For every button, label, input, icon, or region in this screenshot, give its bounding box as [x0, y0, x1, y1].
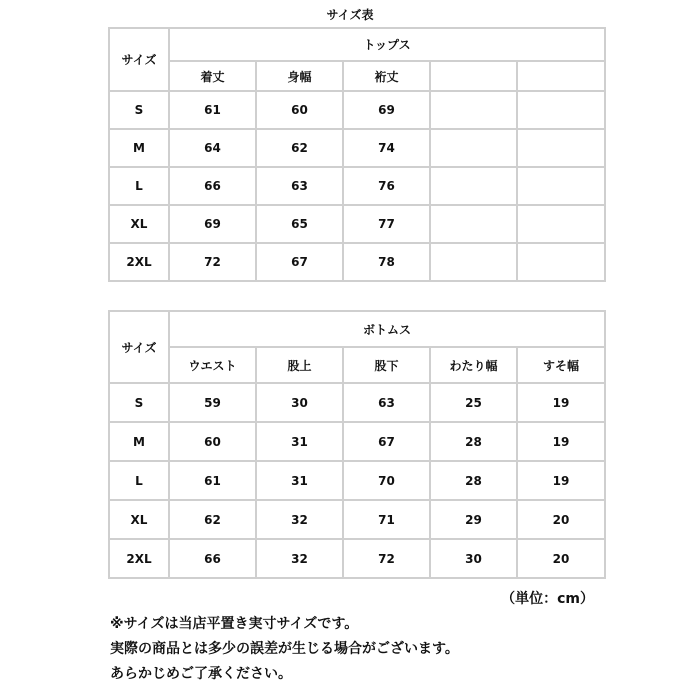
- table-cell: 65: [256, 205, 343, 243]
- table-row: [109, 500, 605, 539]
- table-cell: [517, 129, 605, 167]
- size-label: S: [109, 383, 169, 422]
- table-cell: 31: [256, 461, 343, 500]
- page-title: サイズ表: [326, 8, 374, 22]
- table-cell: [517, 205, 605, 243]
- row-label-header: サイズ: [109, 28, 169, 91]
- note-line: 実際の商品とは多少の誤差が生じる場合がございます。: [110, 641, 459, 657]
- table-cell: 66: [169, 539, 256, 578]
- tops-size-table: [108, 27, 606, 282]
- table-cell: 60: [169, 422, 256, 461]
- column-header: 着丈: [169, 61, 256, 91]
- size-label: S: [109, 91, 169, 129]
- notes: [110, 612, 459, 687]
- table-cell: 72: [343, 539, 430, 578]
- column-header: 身幅: [256, 61, 343, 91]
- table-cell: 67: [256, 243, 343, 281]
- size-label: M: [109, 422, 169, 461]
- table-cell: 71: [343, 500, 430, 539]
- table-row: [109, 383, 605, 422]
- size-label: 2XL: [109, 243, 169, 281]
- table-row: [109, 167, 605, 205]
- size-label: L: [109, 167, 169, 205]
- table-cell: 20: [517, 500, 605, 539]
- table-cell: 61: [169, 91, 256, 129]
- table-cell: 31: [256, 422, 343, 461]
- column-header: わたり幅: [430, 347, 517, 383]
- table-cell: 77: [343, 205, 430, 243]
- table-cell: [517, 91, 605, 129]
- table-cell: [430, 243, 517, 281]
- table-cell: 66: [169, 167, 256, 205]
- table-cell: 25: [430, 383, 517, 422]
- table-row: [109, 129, 605, 167]
- column-header: すそ幅: [517, 347, 605, 383]
- table-cell: 30: [256, 383, 343, 422]
- table-cell: 60: [256, 91, 343, 129]
- table-cell: [430, 167, 517, 205]
- table-row: [109, 539, 605, 578]
- table-cell: 29: [430, 500, 517, 539]
- table-cell: 76: [343, 167, 430, 205]
- table-cell: [517, 167, 605, 205]
- note-line: ※サイズは当店平置き実寸サイズです。: [110, 616, 359, 632]
- table-cell: 32: [256, 539, 343, 578]
- size-label: M: [109, 129, 169, 167]
- unit-label: （単位：cm）: [501, 591, 594, 607]
- column-header: ウエスト: [169, 347, 256, 383]
- table-cell: [517, 243, 605, 281]
- table-cell: 19: [517, 461, 605, 500]
- table-cell: 67: [343, 422, 430, 461]
- table-cell: 74: [343, 129, 430, 167]
- table-cell: [430, 91, 517, 129]
- column-header: [430, 61, 517, 91]
- column-header: 裄丈: [343, 61, 430, 91]
- table-cell: 28: [430, 422, 517, 461]
- table-cell: 28: [430, 461, 517, 500]
- table-cell: 62: [256, 129, 343, 167]
- table-cell: 78: [343, 243, 430, 281]
- table-row: [109, 205, 605, 243]
- group-header: ボトムス: [169, 311, 605, 347]
- table-cell: 20: [517, 539, 605, 578]
- table-cell: 63: [343, 383, 430, 422]
- table-cell: 62: [169, 500, 256, 539]
- table-cell: 64: [169, 129, 256, 167]
- table-cell: 63: [256, 167, 343, 205]
- column-header: 股下: [343, 347, 430, 383]
- table-cell: 72: [169, 243, 256, 281]
- bottoms-size-table: [108, 310, 606, 579]
- size-label: XL: [109, 205, 169, 243]
- column-header: 股上: [256, 347, 343, 383]
- size-label: L: [109, 461, 169, 500]
- table-cell: 19: [517, 383, 605, 422]
- table-cell: 70: [343, 461, 430, 500]
- table-cell: 61: [169, 461, 256, 500]
- note-line: あらかじめご了承ください。: [110, 666, 292, 682]
- table-row: [109, 243, 605, 281]
- table-cell: 19: [517, 422, 605, 461]
- column-header: [517, 61, 605, 91]
- table-row: [109, 422, 605, 461]
- table-row: [109, 91, 605, 129]
- row-label-header: サイズ: [109, 311, 169, 383]
- table-cell: 69: [343, 91, 430, 129]
- table-cell: 59: [169, 383, 256, 422]
- table-row: [109, 461, 605, 500]
- table-cell: 30: [430, 539, 517, 578]
- size-label: 2XL: [109, 539, 169, 578]
- group-header: トップス: [169, 28, 605, 61]
- table-cell: 32: [256, 500, 343, 539]
- table-cell: [430, 205, 517, 243]
- size-label: XL: [109, 500, 169, 539]
- table-cell: [430, 129, 517, 167]
- table-cell: 69: [169, 205, 256, 243]
